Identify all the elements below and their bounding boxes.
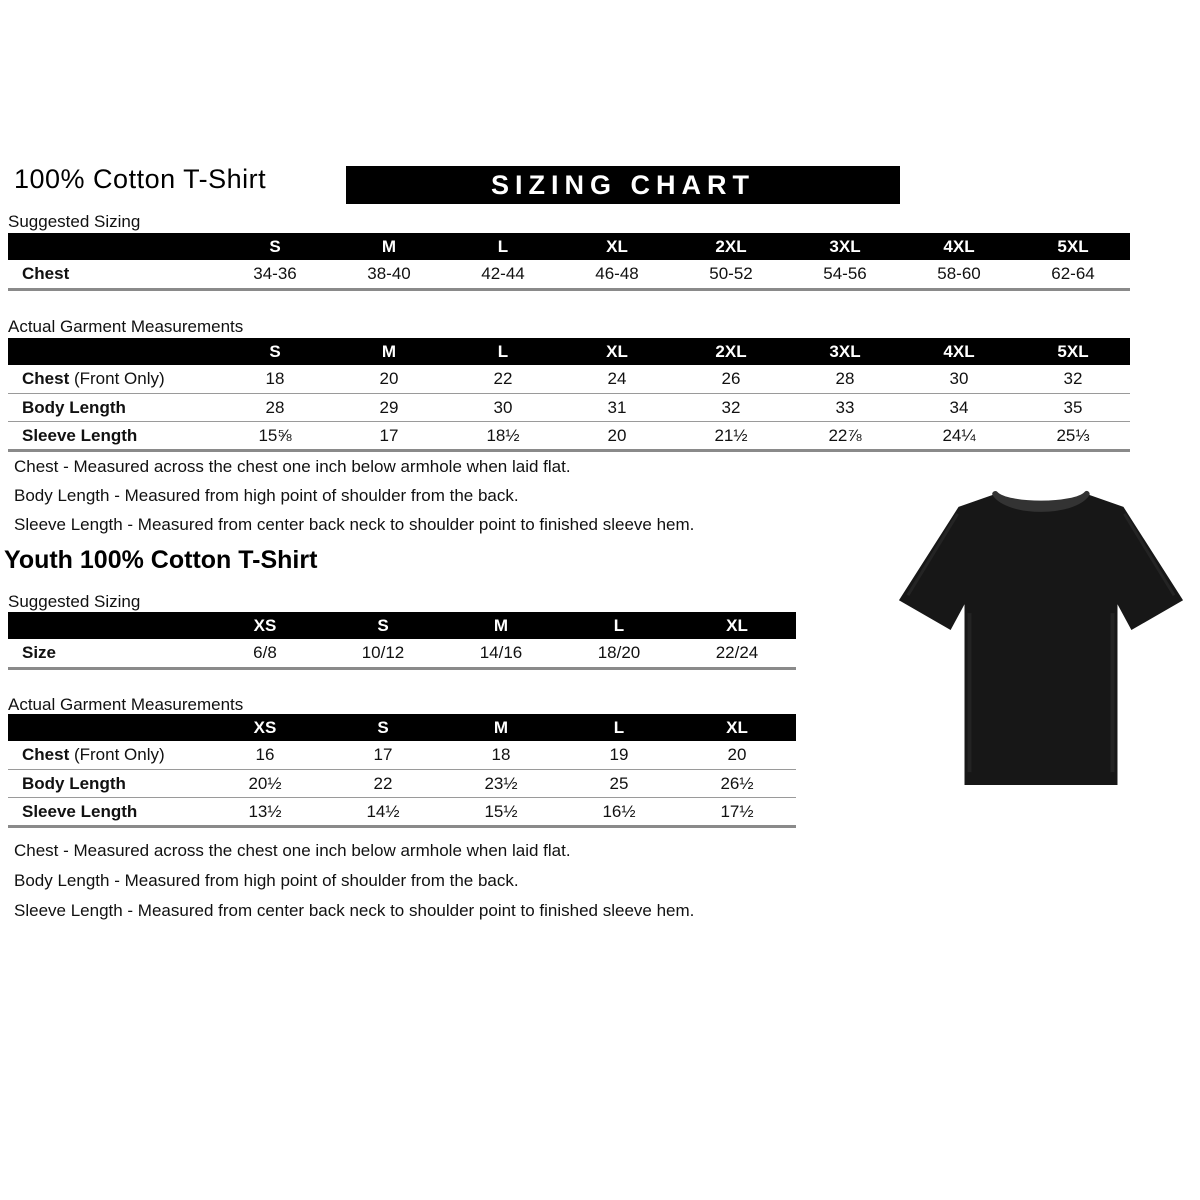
table-row	[8, 421, 1130, 449]
row-label: Chest (Front Only)	[22, 745, 165, 764]
cell-value: 15⅝	[258, 425, 292, 445]
table-header-row	[8, 338, 1130, 365]
youth-suggested-sizing-table	[8, 612, 796, 670]
youth-suggested-sizing-label: Suggested Sizing	[8, 592, 141, 611]
column-header: M	[493, 615, 509, 635]
cell-value: 16½	[602, 801, 636, 821]
banner-text: SIZING CHART	[491, 169, 755, 200]
column-header: S	[377, 717, 389, 737]
column-header: L	[613, 717, 625, 737]
column-header: L	[497, 236, 509, 256]
cell-value: 18½	[486, 425, 520, 445]
column-header: 5XL	[1057, 341, 1089, 361]
cell-value: 30	[949, 369, 969, 388]
table-row	[8, 260, 1130, 288]
adult-suggested-sizing-label: Suggested Sizing	[8, 212, 141, 231]
cell-value: 17	[373, 745, 393, 764]
cell-value: 28	[265, 397, 285, 417]
cell-value: 13½	[248, 801, 282, 821]
adult-measurement-notes	[14, 452, 694, 539]
cell-value: 38-40	[367, 264, 411, 283]
column-header: XS	[253, 717, 277, 737]
cell-value: 24	[607, 369, 627, 388]
table-row	[8, 769, 796, 797]
note-line: Chest - Measured across the chest one inch below armhole when laid flat.	[14, 457, 571, 476]
table-row	[8, 741, 796, 769]
note-line: Sleeve Length - Measured from center back neck to shoulder point to finished sleeve hem.	[14, 515, 695, 534]
cell-value: 32	[721, 397, 741, 417]
column-header: M	[381, 341, 397, 361]
cell-value: 26½	[720, 773, 754, 793]
youth-actual-measurements-label: Actual Garment Measurements	[8, 695, 244, 714]
cell-value: 20	[379, 369, 399, 388]
table-header-row	[8, 714, 796, 741]
table-header-row	[8, 612, 796, 639]
youth-page-title: Youth 100% Cotton T-Shirt	[4, 546, 318, 574]
adult-suggested-sizing-table	[8, 233, 1130, 291]
column-header: S	[269, 341, 281, 361]
cell-value: 25	[609, 773, 629, 793]
cell-value: 18	[491, 745, 511, 764]
cell-value: 19	[609, 745, 629, 764]
youth-actual-measurements-table	[8, 714, 796, 828]
column-header: L	[613, 615, 625, 635]
row-label: Body Length	[22, 773, 126, 793]
cell-value: 23½	[484, 773, 518, 793]
cell-value: 22	[373, 773, 393, 793]
cell-value: 24¼	[942, 425, 976, 445]
column-header: S	[269, 236, 281, 256]
column-header: 3XL	[829, 341, 861, 361]
cell-value: 22/24	[715, 643, 759, 662]
column-header: XL	[606, 341, 628, 361]
column-header: M	[493, 717, 509, 737]
column-header: 2XL	[715, 236, 747, 256]
cell-value: 25⅓	[1056, 425, 1090, 445]
cell-value: 62-64	[1051, 264, 1095, 283]
note-line: Sleeve Length - Measured from center back neck to shoulder point to finished sleeve hem.	[14, 901, 695, 920]
column-header: 2XL	[715, 341, 747, 361]
cell-value: 42-44	[481, 264, 525, 283]
page-title: 100% Cotton T-Shirt	[14, 164, 267, 194]
table-row	[8, 393, 1130, 421]
column-header: XL	[726, 717, 748, 737]
column-header: 3XL	[829, 236, 861, 256]
row-label: Sleeve Length	[22, 425, 138, 445]
cell-value: 20	[607, 425, 627, 445]
cell-value: 29	[379, 397, 399, 417]
cell-value: 35	[1063, 397, 1083, 417]
note-line: Body Length - Measured from high point of shoulder from the back.	[14, 871, 519, 890]
tshirt-product-image	[892, 472, 1190, 804]
cell-value: 16	[255, 745, 275, 764]
note-line: Chest - Measured across the chest one inch below armhole when laid flat.	[14, 841, 571, 860]
cell-value: 20½	[248, 773, 282, 793]
adult-actual-measurements-label: Actual Garment Measurements	[8, 317, 244, 336]
cell-value: 6/8	[253, 643, 277, 662]
cell-value: 34-36	[253, 264, 297, 283]
row-label: Chest (Front Only)	[22, 369, 165, 388]
row-label: Size	[22, 643, 57, 662]
table-row	[8, 639, 796, 667]
column-header: XL	[606, 236, 628, 256]
cell-value: 10/12	[361, 643, 405, 662]
cell-value: 22	[493, 369, 513, 388]
row-label: Sleeve Length	[22, 801, 138, 821]
cell-value: 21½	[714, 425, 748, 445]
sizing-chart-banner	[346, 166, 900, 204]
tshirt-collar-shape	[995, 494, 1086, 509]
column-header: XL	[726, 615, 748, 635]
cell-value: 18/20	[597, 643, 641, 662]
note-line: Body Length - Measured from high point of shoulder from the back.	[14, 486, 519, 505]
cell-value: 30	[493, 397, 513, 417]
adult-actual-measurements-table	[8, 338, 1130, 452]
cell-value: 18	[265, 369, 285, 388]
table-header-row	[8, 233, 1130, 260]
column-header: 4XL	[943, 236, 975, 256]
cell-value: 46-48	[595, 264, 639, 283]
cell-value: 17	[379, 425, 399, 445]
cell-value: 34	[949, 397, 969, 417]
youth-measurement-notes	[14, 836, 694, 926]
cell-value: 15½	[484, 801, 518, 821]
cell-value: 14/16	[479, 643, 523, 662]
row-label: Chest	[22, 264, 70, 283]
column-header: 4XL	[943, 341, 975, 361]
column-header: L	[497, 341, 509, 361]
column-header: S	[377, 615, 389, 635]
cell-value: 26	[721, 369, 741, 388]
cell-value: 17½	[720, 801, 754, 821]
cell-value: 20	[727, 745, 747, 764]
table-row	[8, 797, 796, 825]
cell-value: 50-52	[709, 264, 753, 283]
cell-value: 54-56	[823, 264, 867, 283]
row-label: Body Length	[22, 397, 126, 417]
cell-value: 32	[1063, 369, 1083, 388]
cell-value: 58-60	[937, 264, 981, 283]
column-header: XS	[253, 615, 277, 635]
column-header: 5XL	[1057, 236, 1089, 256]
cell-value: 28	[835, 369, 855, 388]
table-row	[8, 365, 1130, 393]
cell-value: 31	[607, 397, 627, 417]
column-header: M	[381, 236, 397, 256]
cell-value: 33	[835, 397, 855, 417]
cell-value: 14½	[366, 801, 400, 821]
tshirt-silhouette	[892, 472, 1190, 804]
cell-value: 22⅞	[828, 425, 862, 445]
